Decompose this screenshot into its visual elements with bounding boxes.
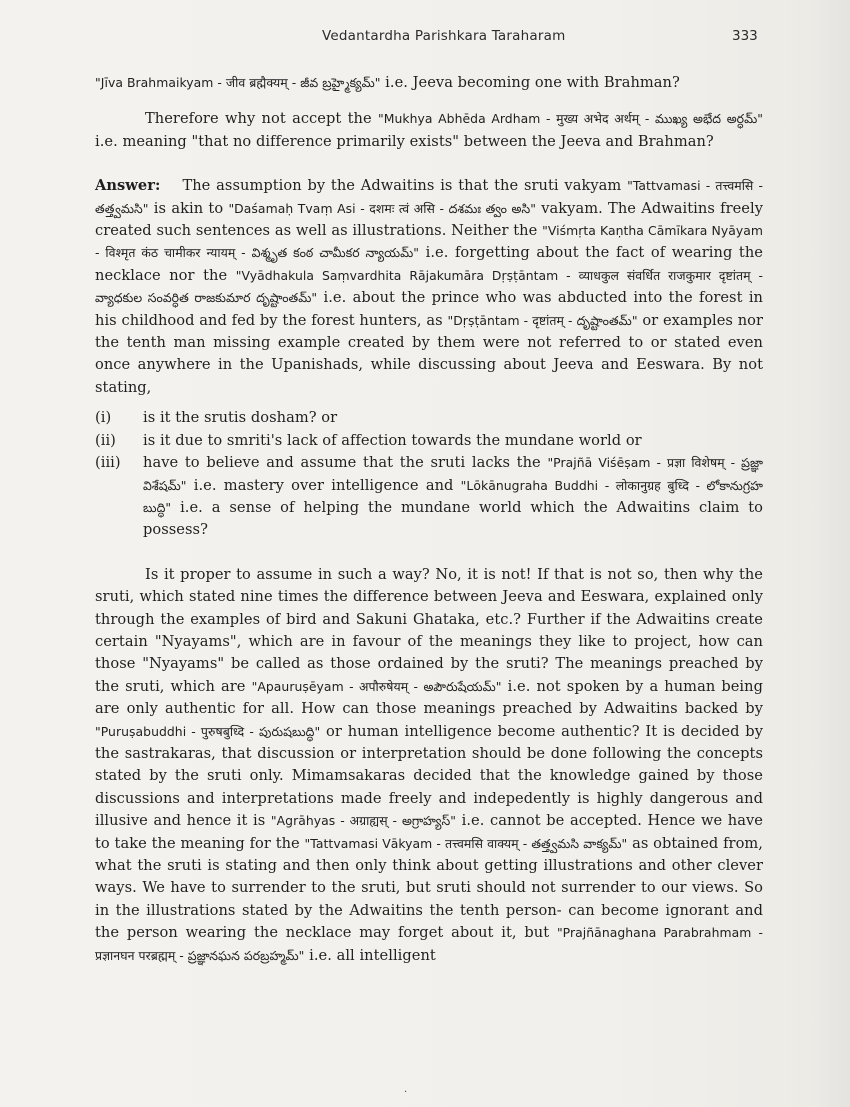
- term-drstantam: "Dṛṣṭāntam - दृष्टांतम् - దృష్టాంతమ్": [447, 312, 638, 328]
- answer-label: Answer:: [95, 177, 161, 195]
- list-item-text: [143, 430, 763, 452]
- paragraph-text: The assumption by the Adwaitins is that the sruti vakyam: [182, 177, 628, 195]
- term-vismrta-kantha-nyayam: "Viśmṛta Kaṇtha Cāmīkara Nyāyam - विश्मृत कंठ चामीकर न्यायम् - విశ్మృత కంఠ చామీకర న్యాయమ్": [95, 223, 763, 261]
- paragraph-text: i.e. forgetting about the fact of wearing the necklace nor the: [95, 244, 763, 284]
- paragraph-text: vakyam. The Adwaitins freely created such sentences as well as illustrations. Neither the: [95, 199, 763, 240]
- question-list: [95, 407, 763, 541]
- list-item-text: [143, 452, 763, 542]
- list-item: [95, 452, 763, 542]
- paragraph-is-it-proper: [95, 564, 763, 967]
- term-apauruseyam: "Apauruṣēyam - अपौरुषेयम् - అపౌరుషేయమ్": [251, 678, 502, 694]
- page-header: [0, 28, 850, 48]
- running-title: Vedantardha Parishkara Taraharam: [322, 28, 566, 44]
- list-marker: (iii): [95, 454, 121, 472]
- term-dasamah-tvam-asi: "Daśamaḥ Tvaṃ Asi - दशमः त्वं असि - దశమః త్వం అసి": [228, 200, 536, 216]
- page-body: [95, 72, 763, 967]
- list-item-text: [143, 407, 763, 429]
- page-number: 333: [732, 28, 758, 44]
- term-vyadhakula-drstantam: "Vyādhakula Saṃvardhita Rājakumāra Dṛṣṭāntam - व्याधकुल संवर्धित राजकुमार दृष्टांतम् - వ్యాధకుల సంవర్ధిత రాజకుమార దృష్టాంతమ్": [95, 267, 763, 306]
- list-marker: (i): [95, 409, 112, 427]
- term-purusabuddhi: "Puruṣabuddhi - पुरुषबुध्दि - పురుషబుద్ధి": [95, 723, 321, 739]
- paragraph-text: i.e. Jeeva becoming one with Brahman?: [380, 74, 680, 91]
- term-prajna-visesam: "Prajñā Viśēṣam - प्रज्ञा विशेषम् - ప్రజ్ఞా విశేషమ్": [143, 455, 763, 493]
- list-item-text-part: i.e. mastery over intelligence and: [186, 476, 461, 494]
- list-item-text-part: i.e. a sense of helping the mundane world which the Adwaitins claim to possess?: [143, 498, 763, 539]
- term-jiva-brahmaikyam: "Jīva Brahmaikyam - जीव ब्रह्मैक्यम् - జీవ బ్రహ్మైక్యమ్": [95, 75, 381, 90]
- paragraph-text: as obtained from, what the sruti is stating and then only think about getting illustrations and other clever ways. We have to surrender to the sruti, but sruti should not surrender to our views. So in the illustrations stated by the Adwaitins the tenth person- can become ignorant and the person wearing the necklace may forget about it, but: [95, 834, 763, 942]
- paragraph-text: i.e. not spoken by a human being are only authentic for all. How can those meanings preached by Adwaitins backed by: [95, 677, 763, 718]
- paragraph-mukhya-abheda: [95, 108, 763, 153]
- list-item: [95, 407, 763, 429]
- paragraph-text: i.e. cannot be accepted. Hence we have to take the meaning for the: [95, 812, 763, 852]
- list-item: [95, 430, 763, 452]
- paragraph-text: Therefore why not accept the: [145, 110, 378, 128]
- paragraph-answer: [95, 175, 763, 399]
- term-agrahyas: "Agrāhyas - अग्राह्यस् - అగ్రాహ్యస్": [270, 813, 457, 829]
- paragraph-text: i.e. meaning "that no difference primarily exists" between the Jeeva and Brahman?: [95, 132, 714, 150]
- paragraph-text: or examples nor the tenth man missing example created by them were not referred to or stated even once anywhere in the Upanishads, while discussing about Jeeva and Eeswara. By not stating,: [95, 311, 763, 396]
- term-tattvamasi-vakyam: "Tattvamasi Vākyam - तत्त्वमसि वाक्यम् - తత్త్వమసి వాక్యమ్": [304, 835, 628, 851]
- term-tattvamasi: "Tattvamasi - तत्त्वमसि - తత్త్వమసి": [95, 178, 763, 216]
- page-edge-shadow: [810, 0, 850, 1107]
- list-marker: (ii): [95, 431, 116, 449]
- paragraph-text: Is it proper to assume in such a way? No, it is not! If that is not so, then why the sruti, which stated nine times the difference between Jeeva and Eeswara, explained only through the examples of bird and Sakuni Ghataka, etc.? Further if the Adwaitins create certain "Nyayams", which are in favour of the meanings they like to project, how can those "Nyayams" be called as those ordained by the sruti? The meanings preached by the sruti, which are: [95, 565, 763, 695]
- term-mukhya-abheda-ardham: "Mukhya Abhēda Ardham - मुख्य अभेद अर्थम् - ముఖ్య అభేద అర్ధమ్": [377, 111, 763, 127]
- paragraph-text: or human intelligence become authentic? It is decided by the sastrakaras, that discussion or interpretation should be done following the concepts stated by the sruti only. Mimamsakaras decided that the knowledge gained by those discussions and interpretations made freely and indepedently is highly dangerous and illusive and hence it is: [95, 722, 763, 830]
- list-item-text-part: is it the srutis dosham? or: [143, 409, 338, 427]
- term-prajnanaghana-parabrahmam: "Prajñānaghana Parabrahmam - प्रज्ञानघन परब्रह्मम् - ప్రజ్ఞానఘన పరబ్రహ్మమ్": [95, 925, 763, 963]
- paragraph-text: i.e. all intelligent: [304, 946, 436, 964]
- footer-mark: .: [404, 1084, 408, 1095]
- term-lokanugraha-buddhi: "Lōkānugraha Buddhi - लोकानुग्रह बुध्दि - లోకానుగ్రహ బుద్ధి": [143, 477, 763, 515]
- paragraph-text: i.e. about the prince who was abducted into the forest in his childhood and fed by the forest hunters, as: [95, 289, 763, 329]
- list-item-text-part: is it due to smriti's lack of affection towards the mundane world or: [143, 431, 642, 449]
- paragraph-text: is akin to: [148, 199, 229, 217]
- list-item-text-part: have to believe and assume that the sruti lacks the: [143, 454, 548, 472]
- paragraph-jiva-brahmaikyam: [95, 72, 763, 94]
